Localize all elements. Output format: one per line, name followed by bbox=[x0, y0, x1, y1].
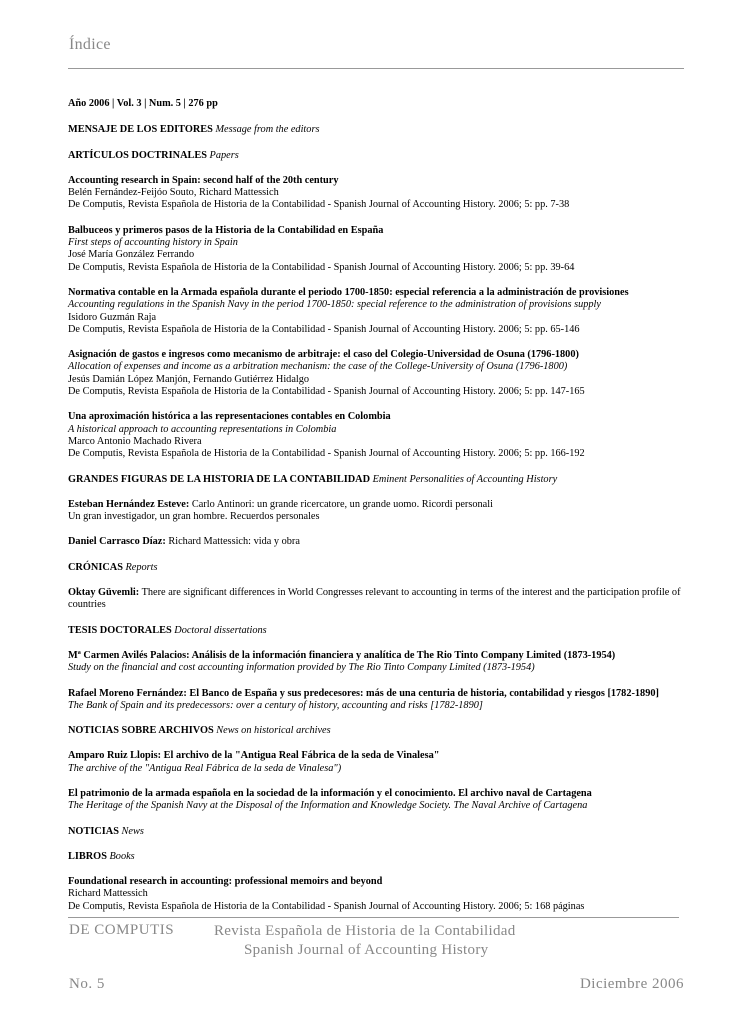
book-authors: Richard Mattessich bbox=[68, 888, 148, 900]
section-subtitle: Doctoral dissertations bbox=[174, 624, 267, 636]
page-title: Índice bbox=[69, 36, 111, 53]
article-entry[interactable] bbox=[68, 349, 684, 398]
table-of-contents bbox=[68, 98, 684, 926]
section-subtitle: Eminent Personalities of Accounting History bbox=[372, 473, 558, 485]
archive-entry[interactable] bbox=[68, 750, 684, 775]
article-entry[interactable] bbox=[68, 175, 684, 212]
article-entry[interactable] bbox=[68, 287, 684, 336]
section-title: GRANDES FIGURAS DE LA HISTORIA DE LA CONTABILIDAD bbox=[68, 473, 371, 485]
archive-entry[interactable] bbox=[68, 788, 684, 813]
issue-number: No. 5 bbox=[69, 976, 105, 992]
book-title[interactable]: Foundational research in accounting: professional memoirs and beyond bbox=[68, 876, 383, 888]
footer-divider bbox=[68, 917, 679, 918]
section-title: LIBROS bbox=[68, 850, 107, 862]
section-archives[interactable] bbox=[68, 725, 684, 737]
journal-brand: DE COMPUTIS bbox=[69, 922, 175, 938]
section-title: CRÓNICAS bbox=[68, 561, 123, 573]
article-citation: De Computis, Revista Española de Historia de la Contabilidad - Spanish Journal of Accounting History. 2006; 5: pp. 65-146 bbox=[68, 323, 580, 335]
article-authors: José María González Ferrando bbox=[68, 249, 195, 261]
section-subtitle: News bbox=[121, 825, 144, 837]
article-title[interactable]: Normativa contable en la Armada española durante el periodo 1700-1850: especial referencia a la administración de provisiones bbox=[68, 286, 629, 298]
archive-translation: The Heritage of the Spanish Navy at the Disposal of the Information and Knowledge Society. The Naval Archive of Cartagena bbox=[68, 800, 588, 812]
entry-title[interactable]: There are significant differences in World Congresses relevant to accounting in terms of the interest and the participation profile of countries bbox=[68, 587, 681, 611]
header-divider bbox=[68, 68, 684, 69]
issue-info: Año 2006 | Vol. 3 | Num. 5 | 276 pp bbox=[68, 98, 218, 109]
archive-title[interactable]: El patrimonio de la armada española en la sociedad de la información y el conocimiento. El archivo naval de Cartagena bbox=[68, 787, 592, 799]
article-citation: De Computis, Revista Española de Historia de la Contabilidad - Spanish Journal of Accounting History. 2006; 5: pp. 147-165 bbox=[68, 386, 585, 398]
archive-translation: The archive of the "Antigua Real Fábrica de la seda de Vinalesa") bbox=[68, 762, 342, 774]
article-citation: De Computis, Revista Española de Historia de la Contabilidad - Spanish Journal of Accounting History. 2006; 5: pp. 39-64 bbox=[68, 261, 575, 273]
journal-name-en: Spanish Journal of Accounting History bbox=[244, 942, 489, 958]
section-figures[interactable] bbox=[68, 474, 684, 486]
entry-author: Daniel Carrasco Díaz: bbox=[68, 536, 166, 548]
section-subtitle: Papers bbox=[209, 149, 239, 161]
article-title[interactable]: Accounting research in Spain: second half of the 20th century bbox=[68, 174, 339, 186]
thesis-translation: The Bank of Spain and its predecessors: over a century of history, accounting and risks [1782-1890] bbox=[68, 699, 483, 711]
section-subtitle: Books bbox=[109, 850, 135, 862]
journal-name bbox=[214, 922, 516, 960]
section-news[interactable] bbox=[68, 826, 684, 838]
journal-name-es: Revista Española de Historia de la Contabilidad bbox=[214, 923, 516, 939]
entry-author: Esteban Hernández Esteve: bbox=[68, 498, 190, 510]
article-title[interactable]: Balbuceos y primeros pasos de la Historia de la Contabilidad en España bbox=[68, 224, 384, 236]
article-authors: Jesús Damián López Manjón, Fernando Gutiérrez Hidalgo bbox=[68, 373, 310, 385]
section-subtitle: Message from the editors bbox=[215, 124, 320, 136]
article-translation: First steps of accounting history in Spain bbox=[68, 237, 238, 249]
article-translation: Allocation of expenses and income as a arbitration mechanism: the case of the College-University of Osuna (1796-1800) bbox=[68, 361, 568, 373]
figures-entry[interactable] bbox=[68, 499, 684, 524]
section-title: NOTICIAS bbox=[68, 825, 119, 837]
section-title: NOTICIAS SOBRE ARCHIVOS bbox=[68, 725, 214, 737]
article-title[interactable]: Una aproximación histórica a las representaciones contables en Colombia bbox=[68, 411, 391, 423]
thesis-title[interactable]: Rafael Moreno Fernández: El Banco de España y sus predecesores: más de una centuria de historia, contabilidad y riesgos [1782-1890] bbox=[68, 687, 659, 699]
thesis-entry[interactable] bbox=[68, 650, 684, 675]
thesis-entry[interactable] bbox=[68, 688, 684, 713]
article-citation: De Computis, Revista Española de Historia de la Contabilidad - Spanish Journal of Accounting History. 2006; 5: pp. 7-38 bbox=[68, 199, 570, 211]
entry-title[interactable]: Richard Mattessich: vida y obra bbox=[165, 536, 300, 548]
chronicle-entry[interactable] bbox=[68, 587, 684, 612]
thesis-title[interactable]: Mª Carmen Avilés Palacios: Análisis de la información financiera y analítica de The Rio Tinto Company Limited (1873-1954) bbox=[68, 649, 616, 661]
book-entry[interactable] bbox=[68, 876, 684, 913]
thesis-translation: Study on the financial and cost accounting information provided by The Rio Tinto Company Limited (1873-1954) bbox=[68, 662, 535, 674]
section-chronicles[interactable] bbox=[68, 562, 684, 574]
section-subtitle: News on historical archives bbox=[216, 725, 331, 737]
article-citation: De Computis, Revista Española de Historia de la Contabilidad - Spanish Journal of Accounting History. 2006; 5: pp. 166-192 bbox=[68, 448, 585, 460]
entry-author: Oktay Güvemli: bbox=[68, 587, 140, 599]
article-translation: Accounting regulations in the Spanish Navy in the period 1700-1850: special reference to the administration of provisions supply bbox=[68, 299, 601, 311]
article-entry[interactable] bbox=[68, 411, 684, 460]
figures-entry[interactable] bbox=[68, 536, 684, 548]
section-articles[interactable] bbox=[68, 150, 684, 162]
article-authors: Marco Antonio Machado Rivera bbox=[68, 435, 202, 447]
section-title: TESIS DOCTORALES bbox=[68, 624, 172, 636]
section-theses[interactable] bbox=[68, 625, 684, 637]
section-title: ARTÍCULOS DOCTRINALES bbox=[68, 149, 207, 161]
archive-title[interactable]: Amparo Ruiz Llopis: El archivo de la "Antigua Real Fábrica de la seda de Vinalesa" bbox=[68, 750, 440, 762]
section-editors[interactable] bbox=[68, 124, 684, 136]
article-translation: A historical approach to accounting representations in Colombia bbox=[68, 423, 337, 435]
article-authors: Belén Fernández-Feijóo Souto, Richard Mattessich bbox=[68, 187, 279, 199]
article-title[interactable]: Asignación de gastos e ingresos como mecanismo de arbitraje: el caso del Colegio-Universidad de Osuna (1796-1800) bbox=[68, 349, 579, 361]
article-authors: Isidoro Guzmán Raja bbox=[68, 311, 157, 323]
entry-title[interactable]: Carlo Antinori: un grande ricercatore, un grande uomo. Ricordi personali bbox=[189, 498, 493, 510]
entry-title-translation: Un gran investigador, un gran hombre. Recuerdos personales bbox=[68, 511, 320, 523]
section-title: MENSAJE DE LOS EDITORES bbox=[68, 124, 213, 136]
section-books[interactable] bbox=[68, 851, 684, 863]
book-citation: De Computis, Revista Española de Historia de la Contabilidad - Spanish Journal of Accounting History. 2006; 5: 168 páginas bbox=[68, 900, 585, 912]
section-subtitle: Reports bbox=[125, 561, 158, 573]
issue-date: Diciembre 2006 bbox=[579, 976, 684, 992]
article-entry[interactable] bbox=[68, 225, 684, 274]
